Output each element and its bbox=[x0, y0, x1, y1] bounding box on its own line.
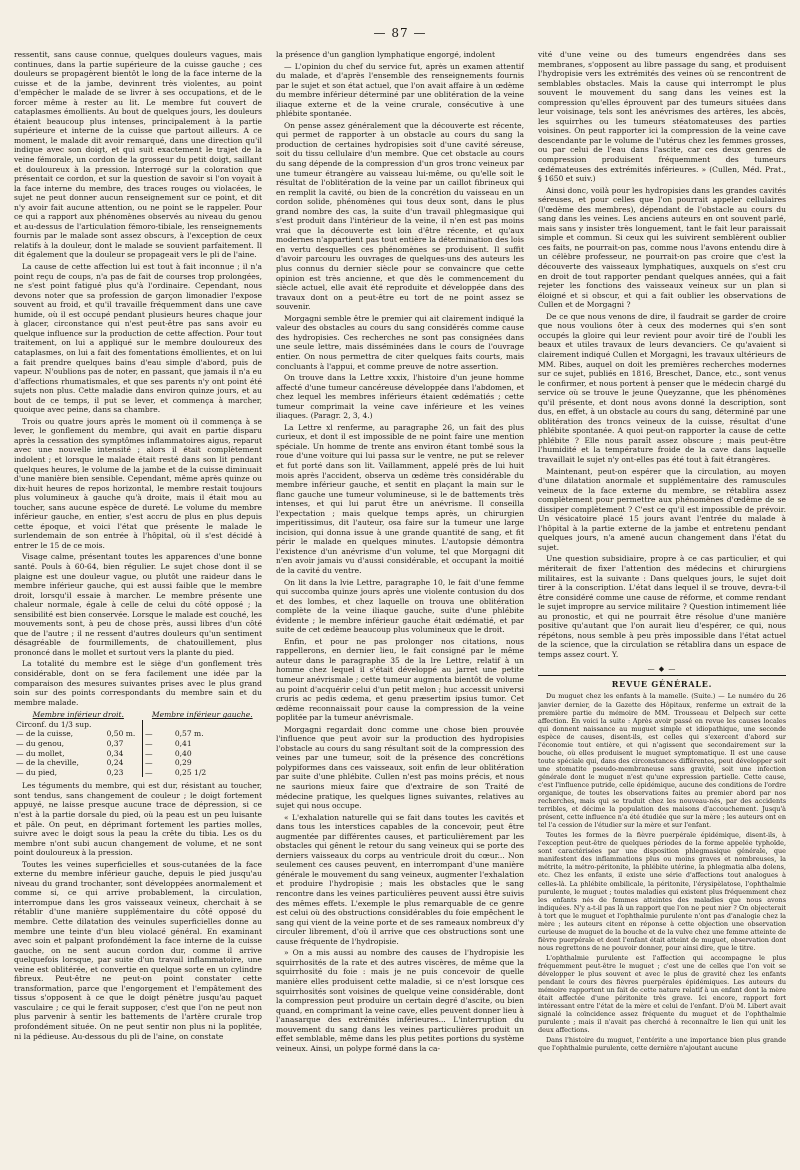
column-3 bbox=[538, 50, 786, 1170]
table-cell: — du genou, bbox=[16, 738, 64, 748]
table-row bbox=[14, 729, 262, 739]
table-cell: — du pied, bbox=[16, 767, 57, 777]
table-row bbox=[14, 758, 262, 768]
table-cell bbox=[143, 720, 173, 730]
table-cell: — de la cuisse, bbox=[16, 729, 74, 739]
measurements-table bbox=[14, 710, 262, 777]
table-cell: — du mollet, bbox=[16, 748, 65, 758]
paragraph: — L'opinion du chef du service fut, après un examen attentif du malade, et d'après l'ensemble des renseignements fournis par le sujet et son état actuel, que l'on avait affaire à un œdème du membre inférieur déterminé par une oblitération de la veine iliaque externe et de la veine crurale, consécutive à une phlébite spontanée. bbox=[276, 61, 524, 119]
paragraph: Toutes les veines superficielles et sous-cutanées de la face externe du membre inférieur gauche, depuis le pied jusqu'au niveau du grand trochanter, sont développées anormalement et comme si, ce qui arrive probablement, la circulation, interrompue dans les gros vaisseaux veineux, cherchait à se rétablir d'une manière supplémentaire du côté opposé du membre. Cette dilatation des veinules superficielles donne au membre une teinte d'un bleu violacé général. En examinant avec soin et palpant profondément la face interne de la cuisse gauche, on ne sent aucun cordon dur, comme il arrive quelquefois lorsque, par suite d'un travail inflammatoire, une veine est oblitérée, et convertie en quelque sorte en un cylindre fibreux. Peut-être ne peut-on point constater cette transformation, parce que l'engorgement et l'empâtement des tissus s'opposent à ce que le doigt pénètre jusqu'au paquet vasculaire ; ce qui le ferait supposer, c'est que l'on ne peut non plus parvenir à sentir les battements de l'artère crurale trop profondément située. On ne peut sentir non plus ni la poplitée, ni la pédieuse. Au-dessous du pli de l'aine, on constate bbox=[14, 859, 262, 1041]
paragraph: Ainsi donc, voilà pour les hydropisies dans les grandes cavités séreuses, et pour celles que l'on pourrait appeler cellulaires (l'œdème des membres), dépendant de l'obstacle au cours du sang dans les veines. Les anciens auteurs en ont souvent parlé, mais sans y insister très longuement, tant le fait leur paraissait simple et commun. Si ceux qui les suivirent semblèrent oublier ces faits, ne pourrait-on pas, comme nous l'avons entendu dire à un célèbre professeur, ne pourrait-on pas croire que c'est la découverte des vaisseaux lymphatiques, auxquels on s'est cru en droit de tout rapporter pendant quelques années, qui a fait rejeter les fonctions des vaisseaux veineux sur un plan si éloigné et si obscur, et qui a fait oublier les observations de Cullen et de Morgagni ? bbox=[538, 185, 786, 310]
paragraph: Trois ou quatre jours après le moment où il commença à se lever, le gonflement du membre, qui avait en partie disparu après la cessation des symptômes inflammatoires aigus, reparut avec une nouvelle intensité ; alors il était complètement indolent ; et lorsque le malade était resté dans son lit pendant quelques heures, le volume de la jambe et de la cuisse diminuait d'une manière bien sensible. Cependant, même après quinze ou dix-huit heures de repos horizontal, le membre restait toujours plus volumineux à gauche qu'à droite, mais il était mou au toucher, sans aucune espèce de dureté. Le volume du membre inférieur gauche, en entier, s'est accru de plus en plus depuis cette époque, et voici l'état que présente le malade le surlendemain de son entrée à l'hôpital, où il s'est décidé à entrer le 15 de ce mois. bbox=[14, 416, 262, 550]
table-cell: — bbox=[143, 729, 173, 739]
paragraph: La cause de cette affection lui est tout à fait inconnue ; il n'a point reçu de coups, n'a pas de fait de courses trop prolongées, ne s'est point fatigué plus qu'à l'ordinaire. Cependant, nous devons noter que sa profession de garçon limonadier l'expose souvent au froid, et qu'il travaille fréquemment dans une cave humide, où il est occupé pendant plusieurs heures chaque jour à glacer, circonstance qui n'est peut-être pas sans avoir eu quelque influence sur la production de cette affection. Pour tout traitement, on lui a appliqué sur le membre douloureux des cataplasmes, on lui a fait des fomentations émollientes, et on lui a fait prendre quelques bains d'eau simple d'abord, puis de vapeur. N'oublions pas de noter, en passant, que jamais il n'a eu d'affections rhumatismales, et que ses parents n'y ont point été sujets non plus. Cette maladie dans environ quinze jours, et au bout de ce temps, il put se lever, et commença à marcher, quoique avec peine, dans sa chambre. bbox=[14, 262, 262, 415]
table-cell: 0,23 bbox=[106, 767, 124, 777]
table-cell bbox=[173, 720, 262, 730]
paragraph: Morgagni regardait donc comme une chose bien prouvée l'influence que peut avoir sur la production des hydropisies l'obstacle au cours du sang résultant soit de la compression des veines par une tumeur, soit de la présence des concrétions polypiformes dans ces vaisseaux, soit enfin de leur oblitération par suite d'une phlébite. Cullen n'est pas moins précis, et nous ne saurions mieux faire que d'extraire de son Traité de médecine pratique, les quelques lignes suivantes, relatives au sujet qui nous occupe. bbox=[276, 724, 524, 811]
table-cell: 0,29 bbox=[174, 758, 192, 768]
paragraph: Du muguet chez les enfants à la mamelle. (Suite.) — Le numéro du 26 janvier dernier, de la Gazette des Hôpitaux, renferme un extrait de la première partie du mémoire de MM. Trousseau et Delpech sur cette affection. En voici la suite : Après avoir passé en revue les causes locales qui donnent naissance au muguet simple et idiopathique, une seconde espèce de causes, disent-ils, est celles qui s'exercent d'abord sur l'économie tout entière, et qui n'agissent que secondairement sur la bouche, où elles produisent le muguet symptomatique. Il est une cause toute spéciale qui, dans des circonstances différentes, peut développer soit une stomatite pseudo-membraneuse sans gravité, soit une infection générale dont le muguet n'est qu'une expression partielle. Cette cause, c'est l'influence putride, celle épidémique, aucune des conditions de l'ordre organique, de toutes les observations faites au premier abord par nos recherches, mais qui se traduit chez les nouveau-nés, par des accidents terribles, et décime la population des maisons d'accouchement. Jusqu'à présent, cette influence n'a été étudiée que sur la mère ; les auteurs ont en tel l'a cession de l'étudier sur la mère et sur l'enfant. bbox=[538, 692, 786, 830]
table-cell: — bbox=[143, 749, 173, 759]
page-number-header: — 87 — bbox=[373, 26, 427, 40]
paragraph: Toutes les formes de la fièvre puerpérale épidémique, disent-ils, à l'exception peut-être de quelques périodes de la forme appelée typhoïde, sont caractérisées par une disposition phlegmasique générale, que manifestent des inflammations plus ou moins graves et nombreuses, la métrite, la métro-péritonite, la phlébite utérine, la phlegmatia alba dolens, etc. Chez les enfants, il existe une série d'affections tout analogues à celles-là. La phlébite ombilicale, la péritonite, l'érysipèlatose, l'ophthalmie purulente, le muguet ; toutes maladies qui existent plus fréquemment chez les enfants nés de femmes atteintes des maladies que nous avons indiquées. N'y a-t-il pas là un rapport que l'on ne peut nier ? On objecterait à tort que le muguet et l'ophthalmie purulente n'ont pas d'analogie chez la mère ; les auteurs citent en réponse à cette objection une observation curieuse de muguet de la bouche et de la vulve chez une femme atteinte de fièvre puerpérale et dont l'enfant était atteint de muguet, observation dont nous regrettons de ne pouvoir donner, pour ainsi dire, que le titre. bbox=[538, 831, 786, 952]
table-cell: 0,50 m. bbox=[106, 729, 136, 739]
paragraph: Maintenant, peut-on espérer que la circulation, au moyen d'une dilatation anormale et supplémentaire des ramuscules veineux de la face externe du membre, se rétablira assez complètement pour permettre aux phénomènes d'œdème de se dissiper complètement ? C'est ce qu'il est impossible de prévoir. Un vésicatoire placé 15 jours avant l'entrée du malade à l'hôpital à la partie externe de la jambe et entretenu pendant quelques jours, n'a amené aucun changement dans l'état du sujet. bbox=[538, 466, 786, 552]
column-1 bbox=[14, 50, 262, 1170]
table-cell: 0,57 m. bbox=[174, 729, 204, 739]
paragraph: » On a mis aussi au nombre des causes de l'hydropisie les squirrhosités de la rate et des autres viscères, de même que la squirrhosité du foie : mais je ne puis concevoir de quelle manière elles produisent cette maladie, si ce n'est lorsque ces squirrhosités sont voisines de quelque veine considérable, dont la compression peut produire un certain degré d'ascite, ou bien quand, en comprimant la veine cave, elles peuvent donner lieu à l'anasarque des extrémités inférieures... L'interruption du mouvement du sang dans les veines particulières produit un effet semblable, même dans les plus petites portions du système veineux. Ainsi, un polype formé dans la ca- bbox=[276, 948, 524, 1053]
paragraph: ressentit, sans cause connue, quelques douleurs vagues, mais continues, dans la partie supérieure de la cuisse gauche ; ces douleurs se propagèrent bientôt le long de la face interne de la cuisse et de la jambe, devinrent très violentes, au point d'empêcher le malade de se livrer à ses occupations, et de le forcer même à rester au lit. Le membre fut couvert de cataplasmes émollients. Au bout de quelques jours, les douleurs étaient beaucoup plus intenses, principalement à la partie supérieure et interne de la cuisse que partout ailleurs. A ce moment, le malade dit avoir remarqué, dans une direction qu'il indique avec son doigt, et qui suit exactement le trajet de la veine fémorale, un cordon de la grosseur du petit doigt, saillant et douloureux à la pression. Interrogé sur la coloration que présentait ce cordon, et sur la question de savoir si l'on voyait à la face interne du membre, des traces rouges ou violacées, le sujet ne peut donner aucun renseignement sur ce point, et dit n'y avoir fait aucune attention, ou ne point se le rappeler. Pour ce qui a rapport aux phénomènes observés au niveau du genou et au-dessus de l'articulation fémoro-tibiale, les renseignements fournis par le malade sont assez obscurs, à l'exception de ceux relatifs à la douleur, dont le malade se souvient parfaitement. Il dit également que la douleur se propageait vers le pli de l'aine. bbox=[14, 50, 262, 260]
review-section bbox=[538, 692, 786, 1052]
table-cell: 0,40 bbox=[174, 748, 192, 758]
table-cell: — bbox=[143, 739, 173, 749]
table-cell: 0,41 bbox=[174, 738, 192, 748]
table-header-left-limb: Membre inférieur gauche. bbox=[151, 710, 253, 720]
table-row bbox=[14, 739, 262, 749]
paragraph: Les téguments du membre, qui est dur, résistant au toucher, sont tendus, sans changement de couleur ; le doigt fortement appuyé, ne laisse presque aucune trace de dépression, si ce n'est à la partie dorsale du pied, où la peau est un peu luisante et pâle. On peut, en déprimant fortement les parties molles, suivre avec le doigt sous la peau la crête du tibia. Les os du membre n'ont subi aucun changement de volume, et ne sont point douloureux à la pression. bbox=[14, 781, 262, 858]
table-row bbox=[14, 720, 262, 730]
columns bbox=[14, 50, 786, 1170]
table-row bbox=[14, 768, 262, 778]
table-cell: — bbox=[143, 758, 173, 768]
paragraph: On lit dans la lvie Lettre, paragraphe 10, le fait d'une femme qui succomba quinze jours après une violente contusion du dos et des lombes, et chez laquelle on trouva une oblitération complète de la veine iliaque gauche, suite d'une phlébite évidente ; le membre inférieur gauche était œdématié, et par suite de cet œdème beaucoup plus volumineux que le droit. bbox=[276, 577, 524, 635]
paragraph: Morgagni semble être le premier qui ait clairement indiqué la valeur des obstacles au cours du sang considérés comme cause des hydropisies. Ces recherches ne sont pas consignées dans une seule lettre, mais disséminées dans le cours de l'ouvrage entier. On nous permettra de citer quelques faits courts, mais concluants à l'appui, et comme preuve de notre assertion. bbox=[276, 313, 524, 371]
table-cell: — bbox=[143, 768, 173, 778]
table-cell: Circonf. du 1/3 sup. bbox=[16, 719, 92, 729]
table-cell: — de la cheville, bbox=[16, 758, 79, 768]
paragraph: la présence d'un ganglion lymphatique engorgé, indolent bbox=[276, 50, 496, 59]
paragraph: On trouve dans la Lettre xxxix, l'histoire d'un jeune homme affecté d'une tumeur cancéreuse développée dans l'abdomen, et chez lequel les membres inférieurs étaient œdématiés ; cette tumeur comprimait la veine cave inférieure et les veines iliaques. (Paragr. 2, 3, 4.) bbox=[276, 373, 524, 421]
table-cell: 0,25 1/2 bbox=[174, 767, 207, 777]
table-cell: 0,37 bbox=[106, 738, 124, 748]
paragraph: L'ophthalmie purulente est l'affection qui accompagne le plus fréquemment peut-être le muguet ; c'est une de celles que l'on voit se développer le plus souvent et avec le plus de gravité chez les enfants pendant le cours des fièvres puerpérales épidémiques. Les auteurs du mémoire rapportent un fait de cette nature relatif à un enfant dont la mère était affectée d'une péritonite très grave. Ici encore, rapport fort intéressant entre l'état de la mère et celui de l'enfant. D'où M. Libert avait signalé la coïncidence assez fréquente du muguet et de l'ophthalmie purulente ; mais il n'avait pas cherché à reconnaître le lien qui unit les deux affections. bbox=[538, 953, 786, 1035]
paragraph: La Lettre xl renferme, au paragraphe 26, un fait des plus curieux, et dont il est impossible de ne point faire une mention spéciale. Un homme de trente ans environ étant tombé sous la roue d'une voiture qui lui passa sur le ventre, ne put se relever et fut porté dans son lit. Vaillamment, appelé près de lui huit mois après l'accident, observa un œdème très considérable du membre inférieur gauche, et sentit en plaçant la main sur le flanc gauche une tumeur volumineuse, si le de battements très intenses, et qui lui parut être un anévrisme. Il conseilla l'expectation ; mais quelque temps après, un chirurgien imperitissimus, dit l'auteur, osa faire sur la tumeur une large incision, qui donna issue à une grande quantité de sang, et fit périr le malade en quelques minutes. L'autopsie démontra l'existence d'un anévrisme d'un volume, tel que Morgagni dit n'en avoir jamais vu d'aussi considérable, et occupant la moitié de la cavité du ventre. bbox=[276, 422, 524, 575]
paragraph: On pense assez généralement que la découverte est récente, qui permet de rapporter à un obstacle au cours du sang la production de certaines hydropisies soit d'une cavité séreuse, soit du tissu cellulaire d'un membre. Que cet obstacle au cours du sang dépende de la compression d'un gros tronc veineux par une tumeur étrangère au vaisseau lui-même, ou qu'elle soit le résultat de l'oblitération de la veine par un caillot fibrineux qui en remplit la cavité, ou bien de la concrétion du vaisseau en un cordon solide, phénomènes qui tous deux sont, dans le plus grand nombre des cas, la suite d'un travail phlegmasique qui s'est produit dans l'intérieur de la veine, il n'en est pas moins vrai que la découverte est loin d'être récente, et qu'aux modernes n'appartient pas tout entière la détermination des lois en vertu desquelles ces phénomènes se produisent. Il suffit d'avoir parcouru les ouvrages de quelques-uns des auteurs les plus connus du dernier siècle pour se convaincre que cette opinion est très ancienne, et que dès le commencement du siècle actuel, elle avait été reproduite et développée dans des travaux dont on a peut-être eu tort de ne point assez se souvenir. bbox=[276, 120, 524, 312]
paragraph: De ce que nous venons de dire, il faudrait se garder de croire que nous voulions ôter à ceux des modernes qui s'en sont occupés la gloire qui leur revient pour avoir tiré de l'oubli les beaux et utiles travaux de leurs devanciers. Ce qu'avaient si clairement indiqué Cullen et Morgagni, les travaux ultérieurs de MM. Ribes, auquel on doit les premières recherches modernes sur ce sujet, publiés en 1816, Breschet, Dance, etc., sont venus le confirmer, et nous portent à penser que le médecin chargé du service où se trouve le jeune Queyzanne, que les phénomènes qu'il présente, et dont nous avons donné la description, sont dus, en effet, à un obstacle au cours du sang, déterminé par une oblitération des troncs veineux de la cuisse, résultat d'une phlébite spontanée. A quoi peut-on rapporter la cause de cette phlébite ? Elle nous paraît assez obscure ; mais peut-être l'humidité et la température froide de la cave dans laquelle travaillait le sujet n'y ont-elles pas été tout à fait étrangères. bbox=[538, 311, 786, 464]
table-header-right-limb: Membre inférieur droit. bbox=[32, 710, 124, 720]
table-row bbox=[14, 749, 262, 759]
paragraph: Visage calme, présentant toutes les apparences d'une bonne santé. Pouls à 60-64, bien régulier. Le sujet chose dont il se plaigne est une douleur vague, ou plutôt une raideur dans le membre inférieur gauche, qui est aussi faible que le membre droit, lorsqu'il essaie à marcher. Le membre présente une chaleur normale, égale à celle de celui du côté opposé ; la sensibilité est bien conservée. Lorsque le malade est couché, les mouvements sont, à peu de chose près, aussi libres d'un côté que de l'autre ; il ne ressent d'autres douleurs qu'un sentiment désagréable de fourmillements, de chatouillement, plus prononcé dans le mollet et surtout vers la plante du pied. bbox=[14, 552, 262, 657]
ornamental-divider: — ◆ — bbox=[647, 665, 677, 674]
paragraph: Enfin, et pour ne pas prolonger nos citations, nous rappellerons, en dernier lieu, le fait consigné par le même auteur dans le paragraphe 35 de la lre Lettre, relatif à un homme chez lequel il s'était développé au jarret une petite tumeur anévrismale ; cette tumeur augmenta bientôt de volume au point d'acquérir celui d'un petit melon ; huc accessit universi cruris ac pedis œdema, et genu præsertim ipsius tumor. Cet œdème reconnaissait pour cause la compression de la veine poplitée par la tumeur anévrismale. bbox=[276, 636, 524, 723]
paragraph: Dans l'histoire du muguet, l'entérite a une importance bien plus grande que l'ophthalmie purulente, cette dernière n'ajoutant aucune bbox=[538, 1036, 786, 1053]
table-cell: 0,34 bbox=[106, 748, 124, 758]
table-cell: 0,24 bbox=[106, 758, 124, 768]
table-cell bbox=[105, 720, 143, 730]
paragraph: Une question subsidiaire, propre à ce cas particulier, et qui mériterait de fixer l'attention des médecins et chirurgiens militaires, est la suivante : Dans quelques jours, le sujet doit tirer à la conscription. L'état dans lequel il se trouve, devra-t-il être considéré comme une cause de réforme, et comme rendant le sujet impropre au service militaire ? Question intimement liée au pronostic, et qui ne pourrait être résolue d'une manière positive qu'autant que l'on aurait lieu d'espérer, ce qui, nous répétons, nous semble à peu près impossible dans l'état actuel de la science, que la circulation se rétablira dans un espace de temps assez court. Y. bbox=[538, 554, 786, 659]
column-2 bbox=[276, 50, 524, 1170]
paragraph: « L'exhalation naturelle qui se fait dans toutes les cavités et dans tous les interstices capables de la concevoir, peut être augmentée par différentes causes, et particulièrement par les obstacles qui gênent le retour du sang veineux qui se porte des derniers vaisseaux du corps au ventricule droit du cœur... Non seulement ces causes peuvent, en interrompant d'une manière générale le mouvement du sang veineux, augmenter l'exhalation et produire l'hydropisie ; mais les obstacles que le sang rencontre dans les veines particulières peuvent aussi être suivis des mêmes effets. L'exemple le plus remarquable de ce genre est celui où des obstructions considérables du foie empêchent le sang qui vient de la veine porte et de ses rameaux nombreux d'y circuler librement, d'où il arrive que ces obstructions sont une cause fréquente de l'hydropisie. bbox=[276, 812, 524, 946]
paragraph: La totalité du membre est le siège d'un gonflement très considérable, dont on se fera facilement une idée par la comparaison des mesures suivantes prises avec le plus grand soin sur des points correspondants du membre sain et du membre malade. bbox=[14, 659, 262, 707]
paragraph: vité d'une veine ou des tumeurs engendrées dans ses membranes, s'opposent au libre passage du sang, et produisent l'hydropisie vers les extrémités des veines où se rencontrent de semblables obstacles. Mais la cause qui interrompt le plus souvent le mouvement du sang dans les veines est la compression qu'elles éprouvent par des tumeurs situées dans leur voisinage, tels sont les anévrismes des artères, les abcès, les squirrhes ou les tumeurs stéatomateuses des parties voisines. On peut rapporter ici la compression de la veine cave descendante par le volume de l'utérus chez les femmes grosses, ou par celui de l'eau dans l'ascite, car ces deux genres de compression produisent fréquemment des tumeurs œdémateuses des extrémités inférieures. » (Cullen, Méd. Prat., § 1650 et suiv.) bbox=[538, 50, 786, 184]
section-title: REVUE GÉNÉRALE. bbox=[538, 675, 786, 689]
